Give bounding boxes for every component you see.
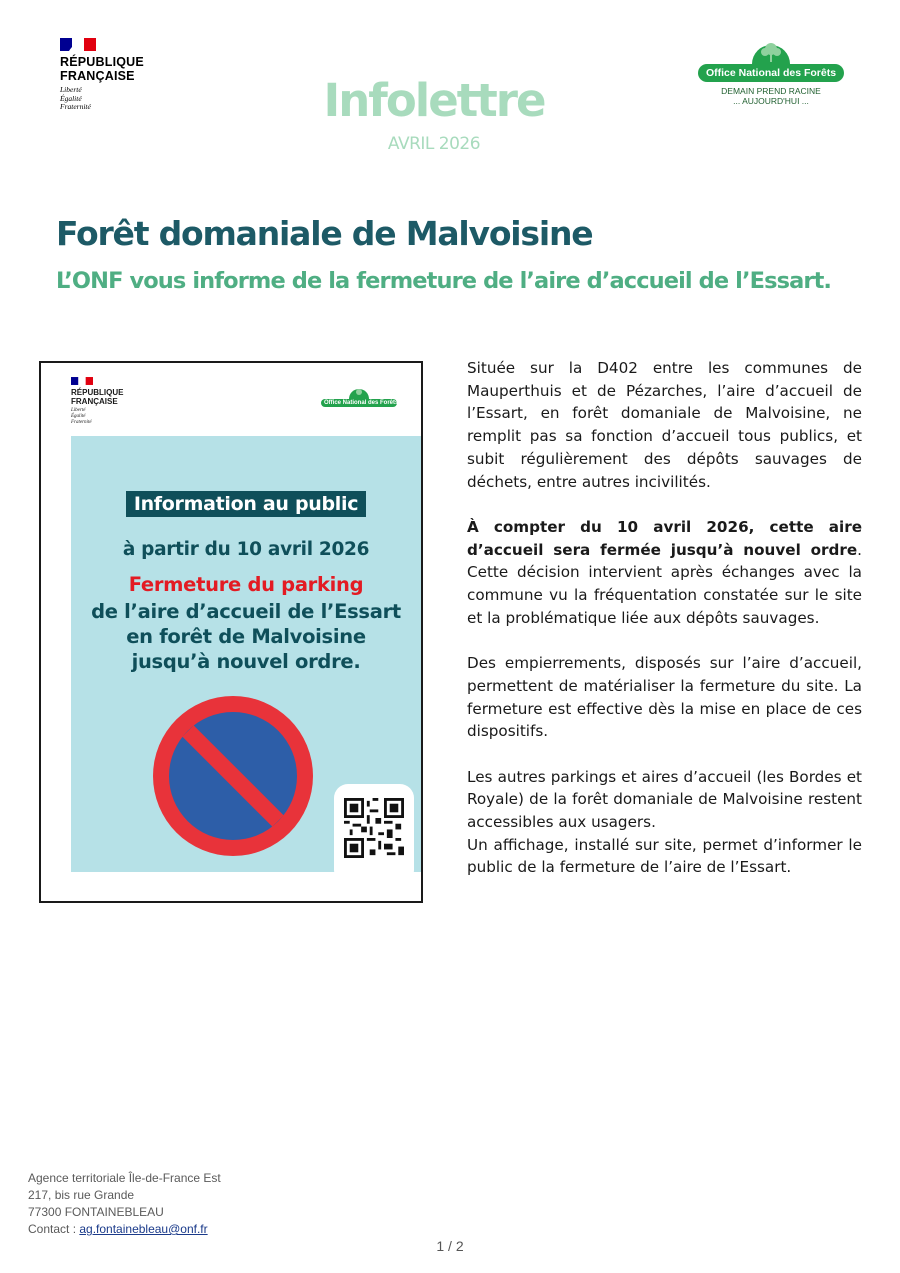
body-paragraph-2-bold: À compter du 10 avril 2026, cette aire d’accueil sera fermée jusqu’à nouvel ordre (467, 517, 862, 559)
poster-marianne-flag-icon (71, 377, 93, 385)
qr-code-card (334, 784, 414, 884)
footer-street: 217, bis rue Grande (28, 1188, 135, 1202)
rf-motto-egalite: Égalité (60, 93, 82, 103)
closure-poster (39, 361, 423, 903)
body-paragraph-5: Un affichage, installé sur site, permet d’informer le public de la fermeture de l’aire de l’Essart. (467, 835, 862, 877)
article-subtitle: L’ONF vous informe de la fermeture de l’aire d’accueil de l’Essart. (56, 268, 832, 294)
onf-name-badge: Office National des Forêts (698, 64, 844, 82)
body-paragraph-2-rest: . Cette décision intervient après échanges avec la commune vu la fréquentation constatée sur le site et la problématique liée aux dépôts sauvages. (467, 540, 862, 627)
onf-logo (704, 36, 838, 106)
poster-onf-logo (321, 385, 397, 407)
poster-rf-logo (71, 377, 123, 426)
qr-code-icon (344, 798, 404, 858)
poster-onf-name: Office National des Forêts (321, 399, 397, 407)
page-number: 1 / 2 (436, 1238, 464, 1254)
rf-name-line2: FRANÇAISE (60, 69, 135, 83)
poster-panel (71, 436, 421, 872)
oak-tree-icon (704, 36, 838, 64)
footer-agency: Agence territoriale Île-de-France Est (28, 1171, 221, 1185)
article-title: Forêt domaniale de Malvoisine (56, 214, 593, 253)
footer-city: 77300 FONTAINEBLEAU (28, 1205, 164, 1219)
poster-line-3: jusqu’à nouvel ordre. (131, 650, 361, 673)
onf-tagline-2: ... AUJOURD'HUI ... (733, 96, 809, 106)
poster-line-2: en forêt de Malvoisine (126, 625, 366, 648)
contact-email-link[interactable]: ag.fontainebleau@onf.fr (79, 1222, 208, 1236)
poster-closure-line: Fermeture du parking (128, 573, 364, 596)
poster-rf-motto-3: Fraternité (71, 420, 92, 425)
no-parking-sign-icon (151, 694, 315, 858)
body-paragraph-1: Située sur la D402 entre les communes de Mauperthuis et de Pézarches, l’aire d’accueil de l’Essart, en forêt domaniale de Malvoisine, ne remplit pas sa fonction d’accueil tous publics, et subit régulièrement des dépôts sauvages de déchets, entre autres incivilités. (467, 359, 862, 491)
poster-rf-name-1: RÉPUBLIQUE (71, 388, 124, 397)
footer-contact-label: Contact : (28, 1222, 80, 1236)
article-body (467, 357, 862, 879)
rf-motto-fraternite: Fraternité (60, 102, 91, 111)
marianne-flag-icon (60, 38, 96, 51)
rf-motto-liberte: Liberté (60, 85, 82, 94)
body-paragraph-3: Des empierrements, disposés sur l’aire d’accueil, permettent de matérialiser la fermeture du site. La fermeture est effective dès la mise en place de ces dispositifs. (467, 654, 862, 741)
poster-date-line: à partir du 10 avril 2026 (122, 539, 370, 560)
rf-name-line1: RÉPUBLIQUE (60, 55, 144, 69)
poster-line-1: de l’aire d’accueil de l’Essart (91, 600, 401, 623)
footer-address (28, 1170, 221, 1238)
poster-rf-motto-1: Liberté (71, 408, 86, 413)
footer-contact (28, 1221, 221, 1238)
onf-tagline-1: DEMAIN PREND RACINE (721, 86, 821, 96)
poster-oak-tree-icon (321, 385, 397, 399)
newsletter-date: AVRIL 2026 (387, 134, 481, 154)
poster-banner: Information au public (126, 491, 366, 517)
poster-rf-motto-2: Égalité (71, 414, 86, 419)
newsletter-title: Infolettre (323, 74, 545, 127)
body-paragraph-2 (467, 516, 862, 630)
body-paragraph-4: Les autres parkings et aires d’accueil (les Bordes et Royale) de la forêt domaniale de Malvoisine restent accessibles aux usagers. (467, 767, 862, 832)
poster-rf-name-2: FRANÇAISE (71, 397, 118, 406)
republique-francaise-logo (60, 38, 144, 112)
